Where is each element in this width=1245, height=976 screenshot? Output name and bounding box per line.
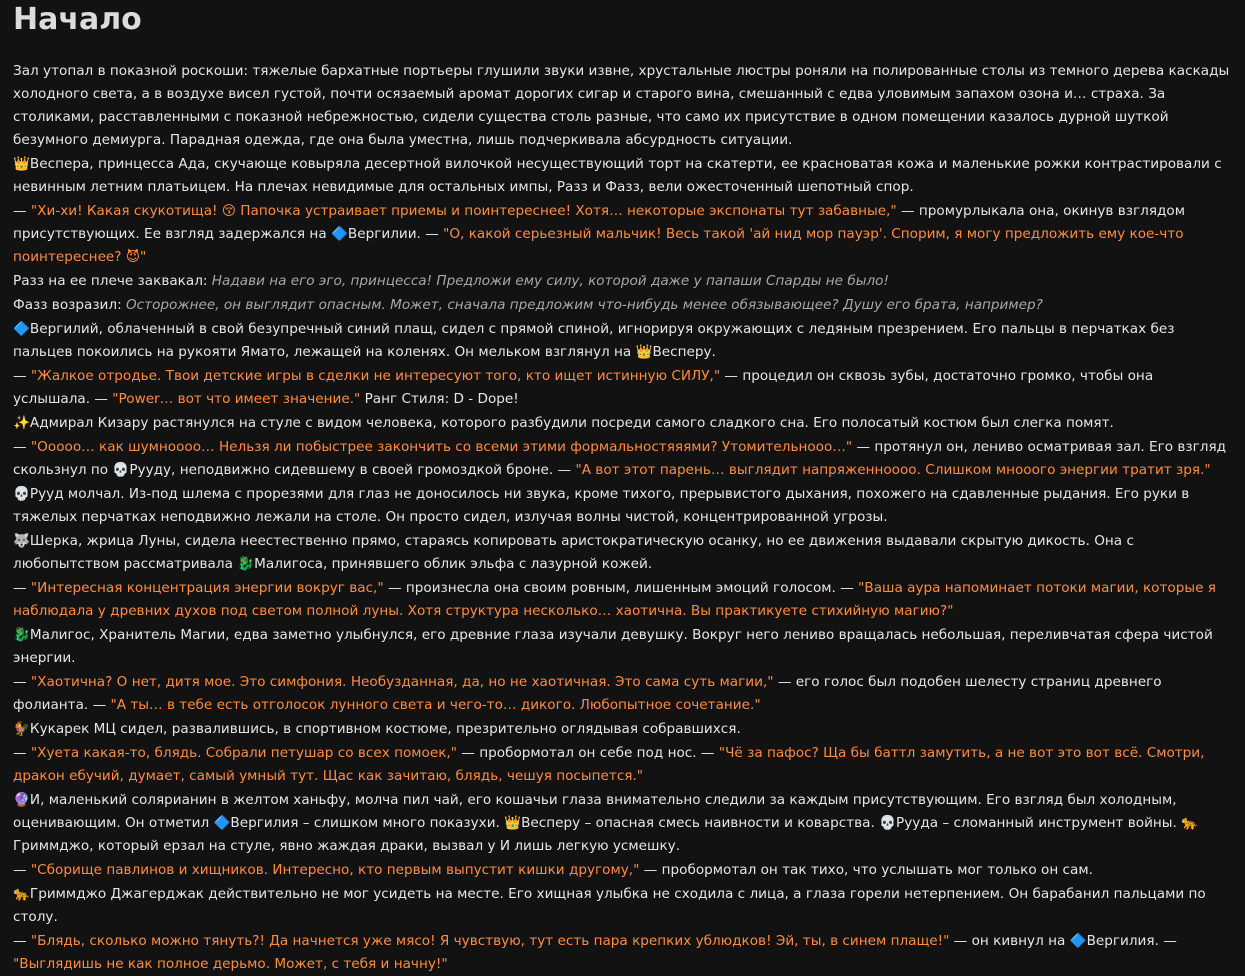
paragraph [13,671,1232,717]
paragraph: Зал утопал в показной роскоши: тяжелые бархатные портьеры глушили звуки извне, хрустальные люстры роняли на полированные столы из темного дерева каскады холодного света, а в воздухе висел густой, почти осязаемый аромат дорогих сигар и старого вина, смешанный с едва уловимым запахом озона и… страха. За столиками, расставленными с показной небрежностью, сидели существа столь разные, что само их присутствие в одном помещении казалось дурной шуткой безумного демиурга. Парадная одежда, где она была уместна, лишь подчеркивала абсурдность ситуации. [13,63,1230,148]
quote: "Power… вот что имеет значение." [112,391,361,407]
quote: "А ты… в тебе есть отголосок лунного света и чего-то… дикого. Любопытное сочетание." [110,697,761,713]
paragraph: 🐆Гриммджо Джагерджак действительно не мог усидеть на месте. Его хищная улыбка не сходила с лица, а глаза горели нетерпением. Он барабанил пальцами по столу. [13,886,1206,925]
paragraph [13,365,1232,411]
dash: — [13,933,31,949]
paragraph [13,436,1232,482]
paragraph [13,294,1232,317]
quote: "Хуета какая-то, блядь. Собрали петушар со всех помоек," [30,745,457,761]
quote: "Ооооо… как шумноооо… Нельзя ли побыстрее закончить со всеми этими формальностяяями? Утомительноoo…" [30,439,853,455]
quote: "Жалкое отродье. Твои детские игры в сделки не интересуют того, кто ищет истинную СИЛУ," [30,368,721,384]
paragraph: ✨Адмирал Кизару растянулся на стуле с видом человека, которого разбудили посреди самого сладкого сна. Его полосатый костюм был слегка помят. [13,415,1114,431]
narration: — протянул он, лениво осматривая зал. Его взгляд скользнул по 💀Рууду, неподвижно сидевшему в своей громоздкой броне. — [13,439,1227,478]
paragraph [13,270,1232,293]
narration: — пробормотал он себе под нос. — [457,745,719,761]
paragraph [13,742,1232,788]
narration: — процедил он сквозь зубы, достаточно громко, чтобы она услышала. — [13,368,1154,407]
narration: — пробормотал он так тихо, что услышать мог только он сам. [639,862,1093,878]
quote: "Ваша аура напоминает потоки магии, которые я наблюдала у древних духов под светом полной луны. Хотя структура несколько… хаотична. Вы практикуете стихийную магию?" [13,580,1216,619]
quote: "А вот этот парень… выглядит напряженноооо. Слишком мнооого энергии тратит зря." [575,462,1211,478]
narration: — он кивнул на 🔷Вергилия. — [949,933,1177,949]
quote: "Хаотична? О нет, дитя мое. Это симфония. Необузданная, да, но не хаотичная. Это сама суть магии," [30,674,774,690]
dash: — [13,862,31,878]
paragraph: 🐺Шерка, жрица Луны, сидела неестественно прямо, стараясь копировать аристократическую осанку, но ее движения выдавали скрытую дикость. Она с любопытством рассматривала 🐉Малигоса, принявшего облик эльфа с лазурной кожей. [13,533,1134,572]
whisper: Надави на его эго, принцесса! Предложи ему силу, которой даже у папаши Спарды не было! [211,273,889,289]
quote: "О, какой серьезный мальчик! Весь такой 'ай нид мор пауэр'. Спорим, я могу предложить ему кое-что поинтереснее? 😈" [13,226,1184,265]
paragraph: 💀Рууд молчал. Из-под шлема с прорезями для глаз не доносилось ни звука, кроме тихого, прерывистого дыхания, похожего на сдавленные рыдания. Его руки в тяжелых перчатках неподвижно лежали на столе. Он просто сидел, излучая волны чистой, концентрированной угрозы. [13,486,1190,525]
paragraph: 🐉Малигос, Хранитель Магии, едва заметно улыбнулся, его древние глаза изучали девушку. Вокруг него лениво вращалась небольшая, переливчатая сфера чистой энергии. [13,627,1213,666]
whisper: Осторожнее, он выглядит опасным. Может, сначала предложим что-нибудь менее обязывающее? Душу его брата, например? [125,297,1043,313]
quote: "Сборище павлинов и хищников. Интересно, кто первым выпустит кишки другому," [30,862,640,878]
paragraph [13,930,1232,976]
dash: — [13,674,31,690]
speaker-label: Разз на ее плече заквакал: [13,273,212,289]
speaker-label: Фазз возразил: [13,297,126,313]
dash: — [13,745,31,761]
dash: — [13,439,31,455]
narration: — его голос был подобен шелесту страниц древнего фолианта. — [13,674,1162,713]
page-title: Начало [13,2,142,37]
paragraph: 🔷Вергилий, облаченный в свой безупречный синий плащ, сидел с прямой спиной, игнорируя окружающих с ледяным презрением. Его пальцы в перчатках без пальцев покоились на рукояти Ямато, лежащей на коленях. Он мельком взглянул на 👑Весперу. [13,321,1175,360]
paragraph [13,859,1232,882]
quote: "Интересная концентрация энергии вокруг вас," [30,580,384,596]
narration: — промурлыкала она, окинув взглядом присутствующих. Ее взгляд задержался на 🔷Вергилии. — [13,203,1185,242]
paragraph [13,200,1232,269]
dash: — [13,580,31,596]
quote: "Хи-хи! Какая скукотища! 😚 Папочка устраивает приемы и поинтереснее! Хотя… некоторые экспонаты тут забавные," [30,203,897,219]
paragraph: 🐓Кукарек МЦ сидел, развалившись, в спортивном костюме, презрительно оглядывая собравшихся. [13,721,741,737]
quote: "Чё за пафос? Ща бы баттл замутить, а не вот это вот всё. Смотри, дракон ебучий, думает, самый умный тут. Щас как зачитаю, блядь, чешуя посыпется." [13,745,1205,784]
quote: "Блядь, сколько можно тянуть?! Да начнется уже мясо! Я чувствую, тут есть пара крепких ублюдков! Эй, ты, в синем плаще!" [30,933,950,949]
narration: — произнесла она своим ровным, лишенным эмоций голосом. — [383,580,859,596]
dash: — [13,368,31,384]
paragraph: 👑Веспера, принцесса Ада, скучающе ковыряла десертной вилочкой несуществующий торт на скатерти, ее красноватая кожа и маленькие рожки контрастировали с невинным летним платьицем. На плечах невидимые для остальных импы, Разз и Фазз, вели ожесточенный шепотный спор. [13,156,1222,195]
dash: — [13,203,31,219]
quote: "Выглядишь не как полное дерьмо. Может, с тебя и начну!" [13,956,448,972]
style-rank: Ранг Стиля: D - Dope! [360,391,519,407]
paragraph [13,577,1232,623]
paragraph: 🔮И, маленький солярианин в желтом ханьфу, молча пил чай, его кошачьи глаза внимательно следили за каждым присутствующим. Его взгляд был холодным, оценивающим. Он отметил 🔷Вергилия – слишком много показухи. 👑Весперу – опасная смесь наивности и коварства. 💀Рууда – сломанный инструмент войны. 🐆Гриммджо, который ерзал на стуле, явно жаждая драки, вызвал у И лишь легкую усмешку. [13,792,1199,854]
